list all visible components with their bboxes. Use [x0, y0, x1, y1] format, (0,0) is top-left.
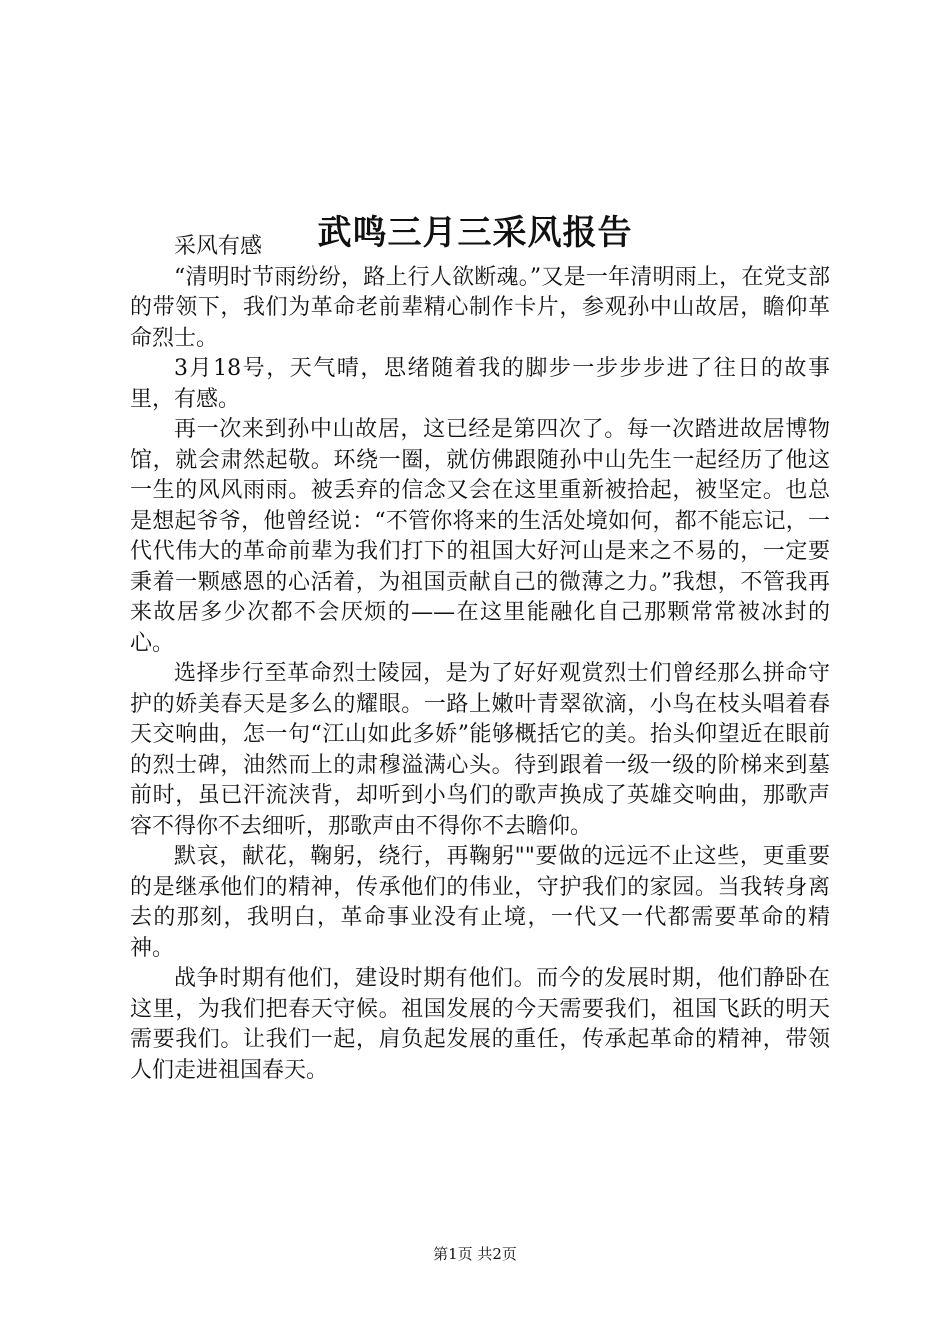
document-title: 武鸣三月三采风报告 — [317, 212, 633, 253]
paragraph: 战争时期有他们，建设时期有他们。而今的发展时期，他们静卧在这里，为我们把春天守候。祖国发展的今天需要我们，祖国飞跃的明天需要我们。让我们一起，肩负起发展的重任，传承起革命的精神，带领人们走进祖国春天。 — [130, 966, 830, 1083]
paragraph: 默哀，献花，鞠躬，绕行，再鞠躬""要做的远远不止这些，更重要的是继承他们的精神，传承他们的伟业，守护我们的家园。当我转身离去的那刻，我明白，革命事业没有止境，一代又一代都需要革命的精神。 — [130, 844, 830, 961]
paragraph: 选择步行至革命烈士陵园，是为了好好观赏烈士们曾经那么拼命守护的娇美春天是多么的耀眼。一路上嫩叶青翠欲滴，小鸟在枝头唱着春天交响曲，怎一句“江山如此多娇”能够概括它的美。抬头仰望近在眼前的烈士碑，油然而上的肃穆溢满心头。待到跟着一级一级的阶梯来到墓前时，虽已汗流浃背，却听到小鸟们的歌声换成了英雄交响曲，那歌声容不得你不去细听，那歌声由不得你不去瞻仰。 — [130, 661, 830, 839]
paragraph: 再一次来到孙中山故居，这已经是第四次了。每一次踏进故居博物馆，就会肃然起敬。环绕一圈，就仿佛跟随孙中山先生一起经历了他这一生的风风雨雨。被丢弃的信念又会在这里重新被拾起，被坚定。也总是想起爷爷，他曾经说：“不管你将来的生活处境如何，都不能忘记，一代代伟大的革命前辈为我们打下的祖国大好河山是来之不易的，一定要秉着一颗感恩的心活着，为祖国贡献自己的微薄之力。”我想，不管我再来故居多少次都不会厌烦的——在这里能融化自己那颗常常被冰封的心。 — [130, 417, 830, 656]
paragraph-heading: 采风有感 — [174, 234, 263, 259]
paragraph: “清明时节雨纷纷，路上行人欲断魂。”又是一年清明雨上，在党支部的带领下，我们为革命老前辈精心制作卡片，参观孙中山故居，瞻仰革命烈士。 — [130, 264, 830, 351]
page-number-footer: 第1页 共2页 — [433, 1245, 517, 1263]
paragraph: 3月18号，天气晴，思绪随着我的脚步一步步步进了往日的故事里，有感。 — [130, 356, 830, 412]
document-body — [130, 232, 830, 1086]
